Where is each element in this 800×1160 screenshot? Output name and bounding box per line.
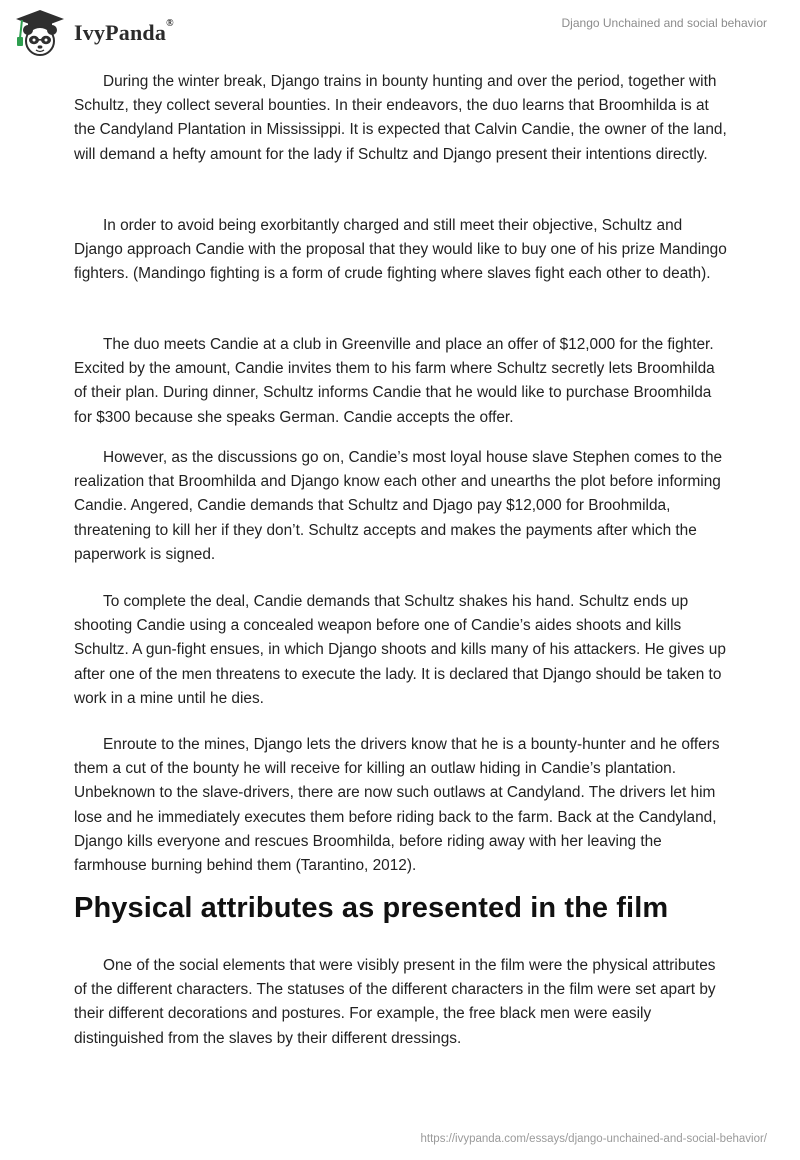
- paragraph: During the winter break, Django trains in bounty hunting and over the period, together with Schultz, they collect several bounties. In their endeavors, the duo learns that Broomhilda is at the Candyland Plantation in Mississippi. It is expected that Calvin Candie, the owner of the land, will demand a hefty amount for the lady if Schultz and Django present their intentions directly.: [74, 73, 727, 163]
- page-header: [0, 0, 800, 70]
- paragraph: The duo meets Candie at a club in Greenville and place an offer of $12,000 for the fighter. Excited by the amount, Candie invites them to his farm where Schultz secretly lets Broomhilda of their plan. During dinner, Schultz informs Candie that he would like to purchase Broomhilda for $300 because she speaks German. Candie accepts the offer.: [74, 336, 715, 426]
- source-url[interactable]: https://ivypanda.com/essays/django-unchained-and-social-behavior/: [420, 1133, 767, 1145]
- paragraph: To complete the deal, Candie demands that Schultz shakes his hand. Schultz ends up shooting Candie using a concealed weapon before one of Candie’s aides shoots and kills Schultz. A gun-fight ensues, in which Django shoots and kills many of his attackers. He gives up after one of the men threatens to execute the lady. It is declared that Django should be taken to work in a mine until he dies.: [74, 593, 726, 707]
- panda-graduate-icon: [12, 8, 68, 58]
- registered-mark: ®: [166, 18, 174, 29]
- paragraph: Enroute to the mines, Django lets the drivers know that he is a bounty-hunter and he offers them a cut of the bounty he will receive for killing an outlaw hiding in Candie’s plantation. Unbeknown to the slave-drivers, there are now such outlaws at Candyland. The drivers let him lose and he immediately executes them before riding back to the farm. Back at the Candyland, Django kills everyone and rescues Broomhilda, before riding away with her leaving the farmhouse burning behind them (Tarantino, 2012).: [74, 736, 720, 875]
- section-paragraph: One of the social elements that were visibly present in the film were the physical attributes of the different characters. The statuses of the different characters in the film were set apart by their different decorations and postures. For example, the free black men were easily distinguished from the slaves by their different dressings.: [74, 957, 716, 1047]
- document-title: Django Unchained and social behavior: [561, 16, 767, 30]
- section-heading: Physical attributes as presented in the film: [74, 892, 669, 924]
- paragraph: However, as the discussions go on, Candie’s most loyal house slave Stephen comes to the realization that Broomhilda and Django know each other and unearths the plot before informing Candie. Angered, Candie demands that Schultz and Djago pay $12,000 for Broohmilda, threatening to kill her if they don’t. Schultz accepts and makes the payments after which the paperwork is signed.: [74, 449, 723, 563]
- brand-name: IvyPanda®: [74, 18, 174, 45]
- ivypanda-logo[interactable]: [12, 8, 174, 58]
- paragraph: In order to avoid being exorbitantly charged and still meet their objective, Schultz and Django approach Candie with the proposal that they would like to buy one of his prize Mandingo fighters. (Mandingo fighting is a form of crude fighting where slaves fight each other to death).: [74, 217, 727, 283]
